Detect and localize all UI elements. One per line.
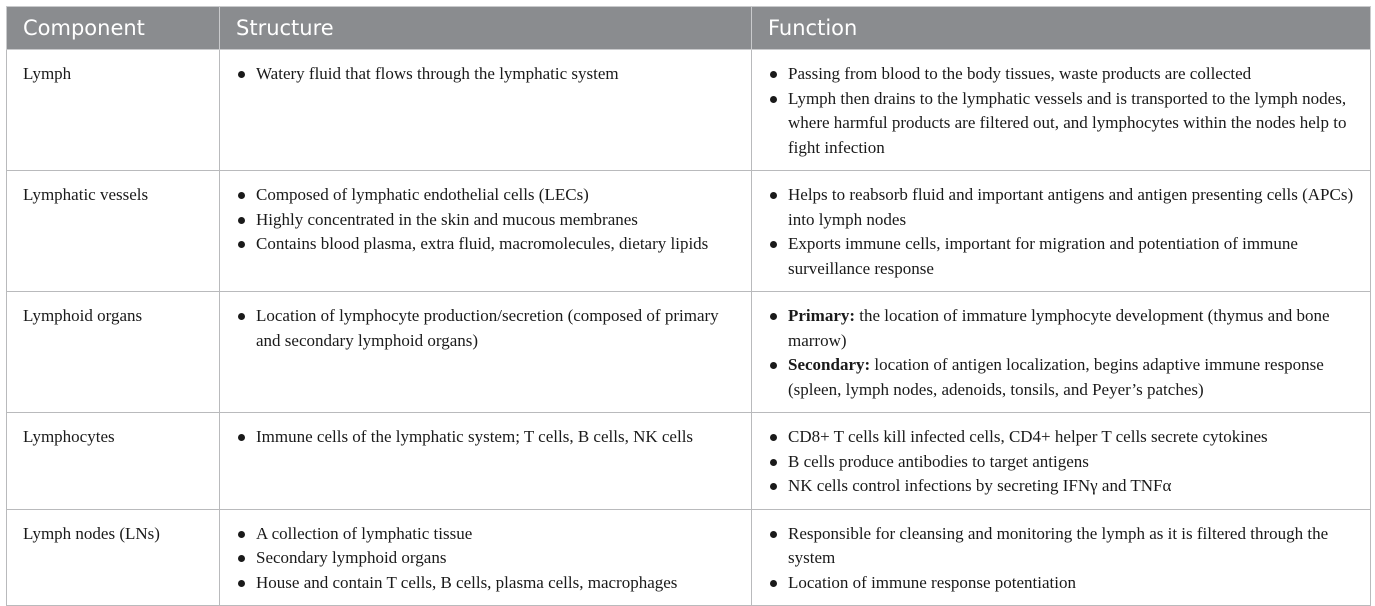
function-text: the location of immature lymphocyte development (thymus and bone marrow) (788, 306, 1330, 350)
list-item: Contains blood plasma, extra fluid, macromolecules, dietary lipids (236, 232, 739, 257)
list-item: Highly concentrated in the skin and mucous membranes (236, 208, 739, 233)
list-item (768, 183, 1358, 232)
function-list (768, 304, 1358, 402)
list-item: House and contain T cells, B cells, plasma cells, macrophages (236, 571, 739, 596)
component-cell: Lymphocytes (7, 413, 220, 510)
list-item (768, 304, 1358, 353)
table-row (7, 50, 1371, 171)
table-header (7, 7, 1371, 50)
structure-cell (220, 292, 752, 413)
function-text: Exports immune cells, important for migration and potentiation of immune surveillance response (788, 234, 1298, 278)
function-text: Helps to reabsorb fluid and important antigens and antigen presenting cells (APCs) into lymph nodes (788, 185, 1354, 229)
structure-cell (220, 509, 752, 606)
structure-list (236, 425, 739, 450)
list-item (768, 474, 1358, 499)
list-item (768, 87, 1358, 161)
list-item (768, 425, 1358, 450)
function-text: Location of immune response potentiation (788, 572, 1076, 592)
function-text: Responsible for cleansing and monitoring the lymph as it is filtered through the system (788, 523, 1329, 567)
structure-list (236, 62, 739, 87)
list-item: Immune cells of the lymphatic system; T cells, B cells, NK cells (236, 425, 739, 450)
function-text: location of antigen localization, begins adaptive immune response (spleen, lymph nodes, adenoids, tonsils, and Peyer’s patches) (788, 355, 1324, 399)
list-item (768, 522, 1358, 571)
component-cell: Lymph (7, 50, 220, 171)
table-row (7, 171, 1371, 292)
list-item (768, 232, 1358, 281)
function-text: Passing from blood to the body tissues, waste products are collected (788, 64, 1252, 83)
component-cell: Lymphatic vessels (7, 171, 220, 292)
function-text: B cells produce antibodies to target antigens (788, 451, 1089, 471)
list-item (768, 450, 1358, 475)
function-list (768, 425, 1358, 499)
header-structure: Structure (220, 7, 752, 50)
list-item (768, 353, 1358, 402)
function-list (768, 183, 1358, 281)
structure-cell (220, 50, 752, 171)
function-cell (752, 171, 1371, 292)
lymphatic-components-table (6, 6, 1371, 606)
list-item: Location of lymphocyte production/secretion (composed of primary and secondary lymphoid organs) (236, 304, 739, 353)
header-function: Function (752, 7, 1371, 50)
function-list (768, 522, 1358, 596)
function-cell (752, 413, 1371, 510)
structure-cell (220, 171, 752, 292)
table-body (7, 50, 1371, 606)
list-item: Composed of lymphatic endothelial cells (LECs) (236, 183, 739, 208)
list-item: A collection of lymphatic tissue (236, 522, 739, 547)
list-item (768, 571, 1358, 596)
structure-list (236, 304, 739, 353)
function-cell (752, 509, 1371, 606)
component-cell: Lymph nodes (LNs) (7, 509, 220, 606)
header-component: Component (7, 7, 220, 50)
function-text: CD8+ T cells kill infected cells, CD4+ helper T cells secrete cytokines (788, 427, 1268, 446)
list-item: Secondary lymphoid organs (236, 546, 739, 571)
list-item: Watery fluid that flows through the lymphatic system (236, 62, 739, 87)
header-row (7, 7, 1371, 50)
function-label: Secondary: (788, 355, 871, 374)
table-row (7, 509, 1371, 606)
function-label: Primary: (788, 306, 856, 325)
structure-cell (220, 413, 752, 510)
table-row (7, 413, 1371, 510)
function-list (768, 62, 1358, 160)
structure-list (236, 522, 739, 596)
function-text: NK cells control infections by secreting IFNγ and TNFα (788, 476, 1172, 495)
structure-list (236, 183, 739, 257)
function-cell (752, 50, 1371, 171)
function-text: Lymph then drains to the lymphatic vessels and is transported to the lymph nodes, where harmful products are filtered out, and lymphocytes within the nodes help to fight infection (788, 88, 1347, 157)
function-cell (752, 292, 1371, 413)
list-item (768, 62, 1358, 87)
table-row (7, 292, 1371, 413)
component-cell: Lymphoid organs (7, 292, 220, 413)
